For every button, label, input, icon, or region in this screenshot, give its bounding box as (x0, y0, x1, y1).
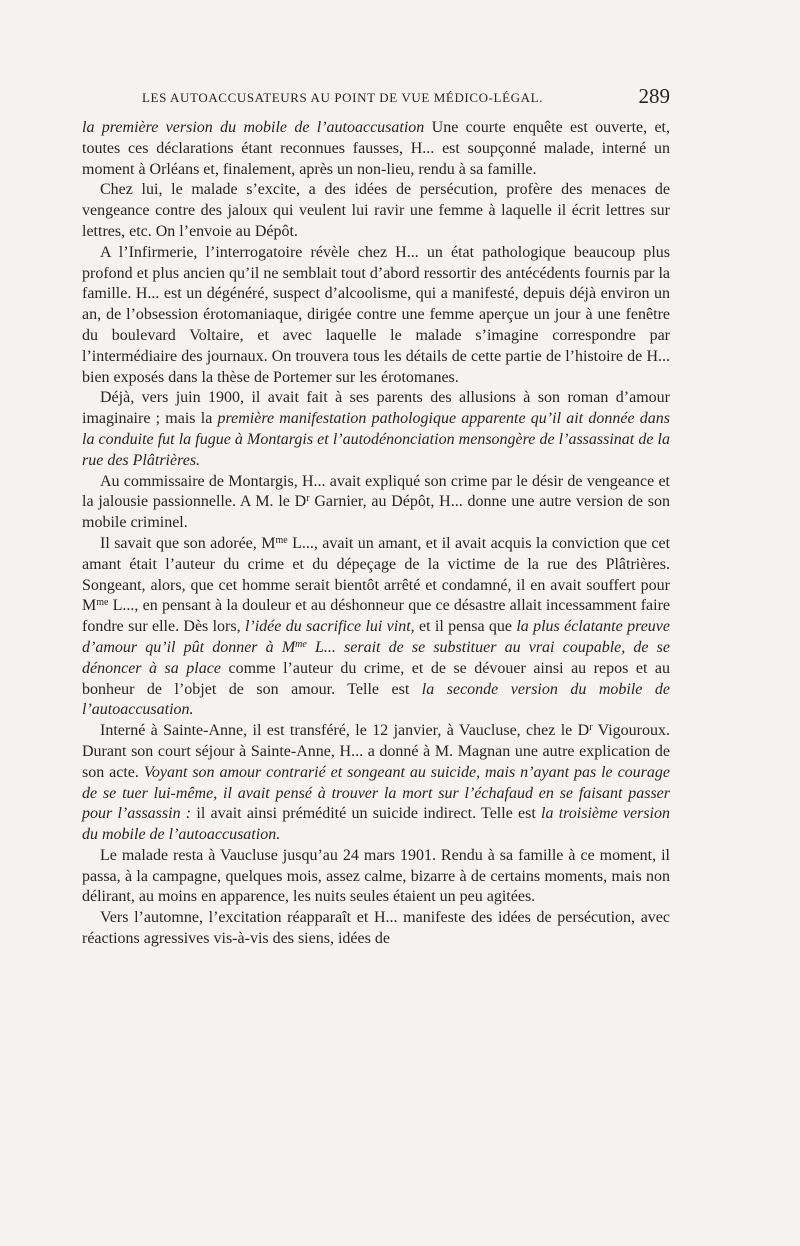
paragraph (82, 534, 670, 721)
paragraph (82, 472, 670, 534)
text-run: Le malade resta à Vaucluse jusqu’au 24 mars 1901. Rendu à sa famille à ce moment, il passa, à la campagne, quelques mois, assez calme, bizarre à de certains moments, mais non délirant, au moins en apparence, les nuits seules étaient un peu agitées. (82, 846, 670, 906)
paragraph (82, 180, 670, 242)
text-run: Il savait que son adorée, M (100, 534, 276, 552)
text-run: Garnier, au Dépôt, H... donne une autre version de son mobile criminel. (82, 493, 670, 532)
superscript: me (96, 597, 109, 609)
text-run: L..., en pensant à la douleur et au déshonneur que ce désastre allait incessamment faire fondre sur elle. Dès lors, (82, 597, 670, 636)
italic-text: la première version du mobile de l’autoaccusation (82, 119, 425, 136)
italic-text: l’idée du sacrifice lui vint, (244, 618, 415, 636)
body-text (82, 118, 670, 950)
text-run: L..., avait un amant, et il avait acquis la conviction que cet amant était l’auteur du crime et du dépeçage de la victime de la rue des Plâtrières. Songeant, alors, que cet homme serait bientôt arrêté et condamné, il en avait souffert pour M (82, 534, 671, 615)
paragraph (82, 721, 670, 846)
paragraph (82, 118, 670, 180)
superscript: me (295, 638, 307, 650)
running-title: LES AUTOACCUSATEURS AU POINT DE VUE MÉDICO-LÉGAL. (142, 90, 543, 105)
text-run: Chez lui, le malade s’excite, a des idées de persécution, profère des menaces de vengeance contre des jaloux qui veulent lui ravir une femme à laquelle il écrit lettres sur lettres, etc. On l’envoie au Dépôt. (82, 181, 670, 240)
text-run: Déjà, vers juin 1900, il avait fait à ses parents des allusions à son roman d’amour imaginaire ; mais la (82, 389, 670, 428)
text-run: Une courte enquête est ouverte, et, toutes ces déclarations étant reconnues fausses, H... est soupçonné malade, interné un moment à Orléans et, finalement, après un non-lieu, rendu à sa famille. (82, 119, 670, 178)
text-run: Au commissaire de Montargis, H... avait expliqué son crime par le désir de vengeance et la jalousie passionnelle. A M. le D (82, 472, 670, 511)
page-number: 289 (638, 84, 670, 108)
text-run: et il pensa que (414, 618, 517, 636)
text-run: Vigouroux. Durant son court séjour à Sainte-Anne, H... a donné à M. Magnan une autre explication de son acte. (82, 722, 671, 781)
italic-text: L... serait de se substituer au vrai coupable, de se dénoncer à sa place (82, 638, 670, 677)
text-run: Interné à Sainte-Anne, il est transféré, le 12 janvier, à Vaucluse, chez le D (100, 722, 590, 740)
italic-text: Voyant son amour contrarié et songeant au suicide, mais n’ayant pas le courage de se tuer lui-même, il avait pensé à trouver la mort sur l’échafaud en se faisant passer pour l’assassin : (82, 763, 671, 823)
paragraph (82, 243, 670, 389)
paragraph (82, 388, 670, 471)
paragraph (82, 846, 670, 908)
italic-text: la troisième version du mobile de l’autoaccusation. (82, 805, 671, 844)
text-run: comme l’auteur du crime, et de se dévouer ainsi au repos et au bonheur de l’objet de son amour. Telle est (82, 659, 671, 698)
page-header (82, 84, 670, 114)
superscript: me (275, 534, 288, 546)
text-run: A l’Infirmerie, l’interrogatoire révèle chez H... un état pathologique beaucoup plus profond et plus ancien qu’il ne semblait tout d’abord ressortir des antécédents fournis par la famille. H... est un dégénéré, suspect d’alcoolisme, qui a manifesté, depuis déjà environ un an, de l’obsession érotomaniaque, dirigée contre une femme aperçue un jour à une fenêtre du boulevard Voltaire, et avec laquelle le malade s’imagine correspondre par l’intermédiaire des journaux. On trouvera tous les détails de cette partie de l’histoire de H... bien exposés dans la thèse de Portemer sur les érotomanes. (82, 243, 670, 386)
italic-text: la plus éclatante preuve d’amour qu’il pût donner à M (82, 618, 671, 656)
text-run: Vers l’automne, l’excitation réapparaît et H... manifeste des idées de persécution, avec réactions agressives vis-à-vis des siens, idées de (82, 909, 670, 948)
superscript: r (306, 493, 310, 505)
italic-text: la seconde version du mobile de l’autoaccusation. (82, 680, 670, 719)
paragraph (82, 908, 670, 950)
text-run: il avait ainsi prémédité un suicide indirect. Telle est (191, 805, 542, 823)
italic-text: première manifestation pathologique apparente qu’il ait donnée dans la conduite fut la fugue à Montargis et l’autodénonciation mensongère de l’assassinat de la rue des Plâtrières. (82, 410, 671, 469)
superscript: r (589, 722, 593, 734)
